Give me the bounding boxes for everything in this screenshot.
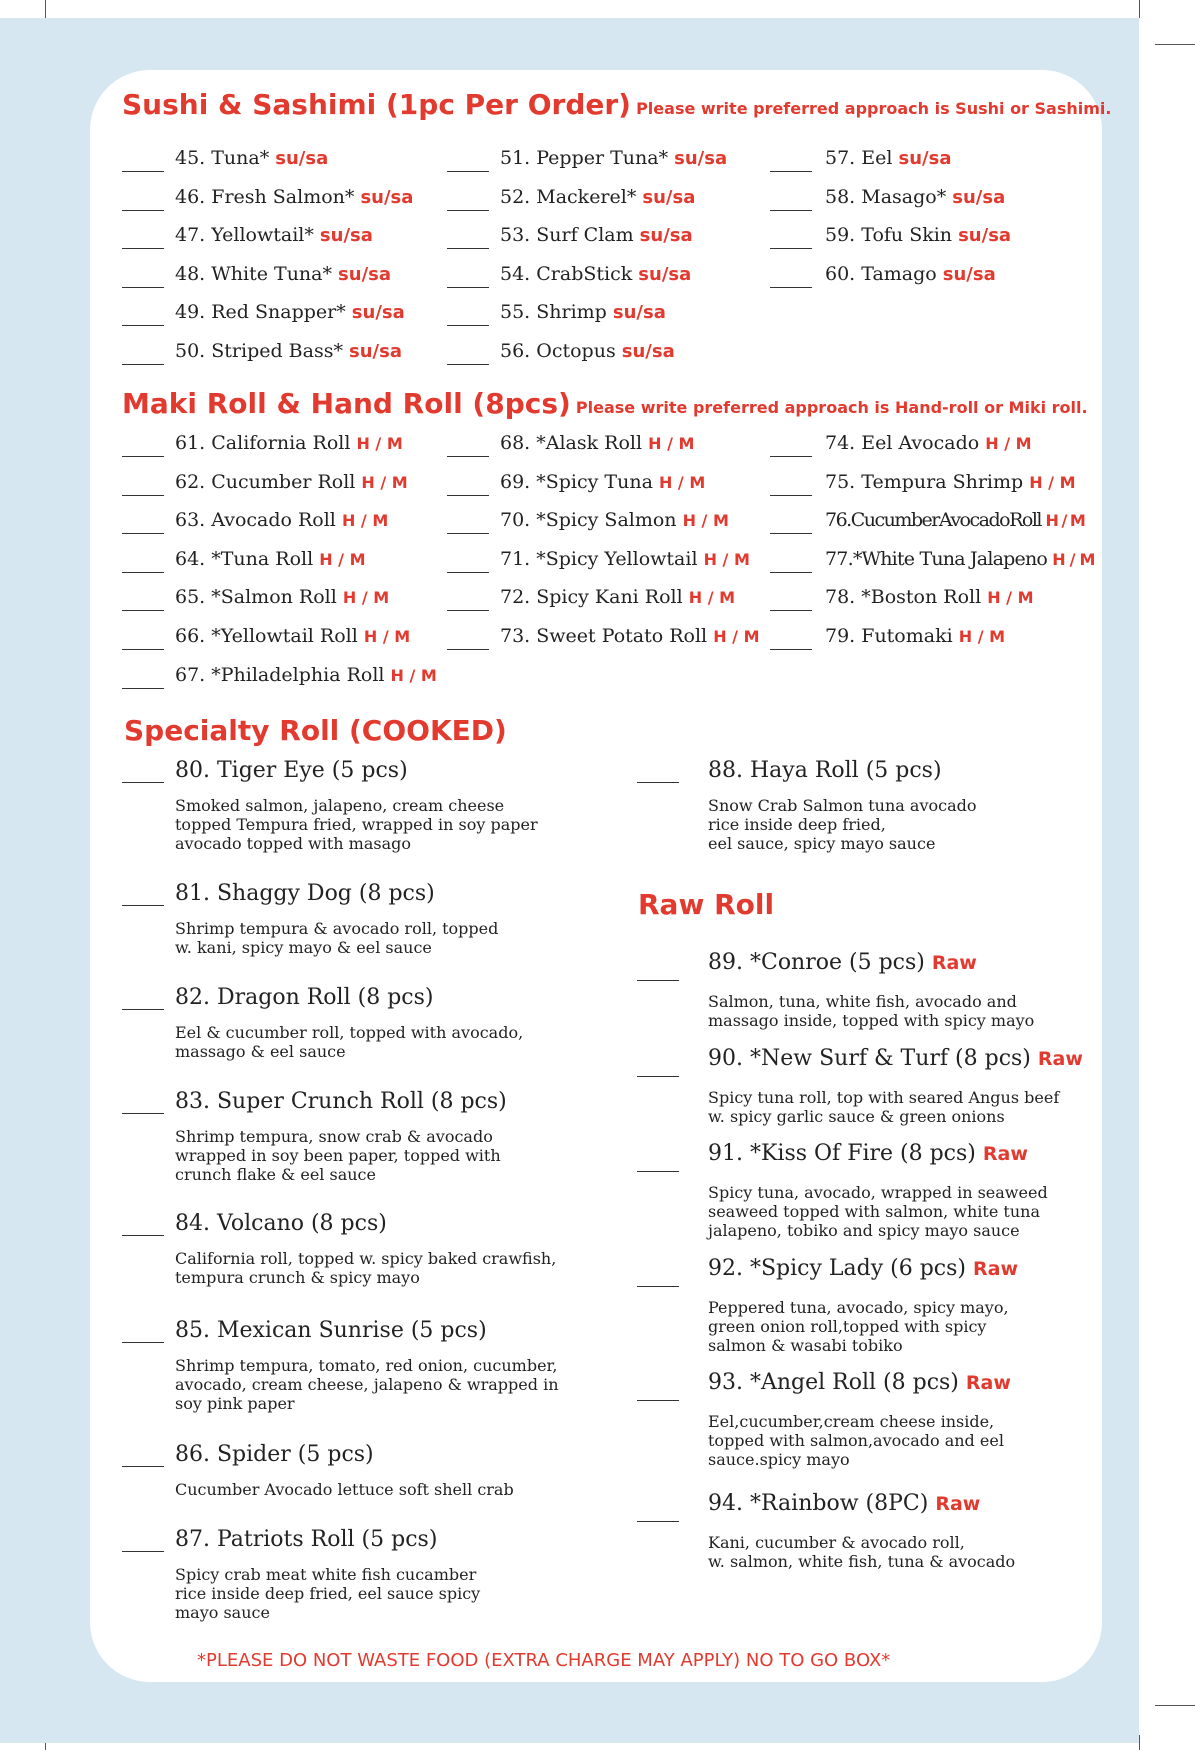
- raw-badge: Raw: [965, 1372, 1011, 1394]
- hand-maki-option: H / M: [648, 434, 695, 453]
- hand-maki-option: H / M: [363, 627, 411, 646]
- hand-maki-option: H / M: [319, 549, 366, 569]
- menu-item: [825, 186, 1005, 208]
- raw-badge: Raw: [935, 1493, 981, 1515]
- raw-badge: Raw: [931, 952, 977, 974]
- order-blank-line[interactable]: [122, 905, 164, 906]
- order-blank-line[interactable]: [447, 364, 489, 365]
- footer-notice: *PLEASE DO NOT WASTE FOOD (EXTRA CHARGE MAY APPLY) NO TO GO BOX*: [197, 1650, 891, 1671]
- sushi-sashimi-option: su/sa: [642, 186, 696, 208]
- item-name: 61. California Roll: [175, 432, 351, 454]
- sushi-sashimi-option: su/sa: [638, 263, 692, 285]
- menu-item: [175, 548, 366, 570]
- hand-maki-option: H / M: [1045, 511, 1085, 531]
- menu-item: [500, 509, 729, 531]
- specialty-roll-description: Spicy crab meat white fish cucamber rice inside deep fried, eel sauce spicy mayo sauce: [175, 1565, 481, 1622]
- menu-item: [500, 263, 691, 285]
- item-name: 79. Futomaki: [825, 625, 953, 647]
- hand-maki-option: H / M: [713, 627, 760, 646]
- menu-item: [175, 664, 437, 686]
- hand-maki-option: H / M: [958, 627, 1006, 646]
- specialty-roll-name: 84. Volcano (8 pcs): [175, 1211, 387, 1236]
- crop-mark: [1155, 44, 1195, 45]
- order-blank-line[interactable]: [637, 782, 679, 783]
- order-blank-line[interactable]: [447, 248, 489, 249]
- order-blank-line[interactable]: [770, 287, 812, 288]
- menu-item: [500, 340, 675, 362]
- item-name: 49. Red Snapper*: [175, 301, 346, 323]
- raw-roll-name: [708, 950, 977, 975]
- menu-item: [175, 509, 388, 531]
- order-blank-line[interactable]: [122, 572, 164, 573]
- specialty-roll-description: Shrimp tempura, snow crab & avocado wrapped in soy been paper, topped with crunch flake & eel sauce: [175, 1127, 501, 1184]
- order-blank-line[interactable]: [447, 325, 489, 326]
- menu-item: [825, 147, 951, 169]
- raw-roll-description: Spicy tuna, avocado, wrapped in seaweed seaweed topped with salmon, white tuna jalapeno, tobiko and spicy mayo sauce: [708, 1183, 1048, 1240]
- order-blank-line[interactable]: [637, 1521, 679, 1522]
- order-blank-line[interactable]: [770, 495, 812, 496]
- item-name: 58. Masago*: [825, 185, 947, 208]
- item-name: 74. Eel Avocado: [825, 432, 980, 454]
- maki-section-header: [122, 387, 1088, 420]
- order-blank-line[interactable]: [770, 572, 812, 573]
- item-name: 52. Mackerel*: [500, 185, 637, 208]
- order-blank-line[interactable]: [122, 364, 164, 365]
- item-name: 68. *Alask Roll: [500, 432, 643, 454]
- menu-item: [825, 548, 1095, 570]
- order-blank-line[interactable]: [447, 210, 489, 211]
- order-blank-line[interactable]: [770, 649, 812, 650]
- item-name: 47. Yellowtail*: [175, 224, 314, 246]
- item-name: 66. *Yellowtail Roll: [175, 625, 358, 647]
- specialty-roll-description: Snow Crab Salmon tuna avocado rice inside deep fried, eel sauce, spicy mayo sauce: [708, 796, 977, 853]
- item-name: 64. *Tuna Roll: [175, 547, 314, 570]
- item-name: 77.*White Tuna Jalapeno: [825, 547, 1048, 570]
- sushi-sashimi-option: su/sa: [319, 225, 373, 246]
- menu-item: [175, 186, 413, 208]
- specialty-roll-description: Smoked salmon, jalapeno, cream cheese topped Tempura fried, wrapped in soy paper avocado topped with masago: [175, 796, 538, 853]
- order-blank-line[interactable]: [447, 456, 489, 457]
- menu-item: [175, 432, 403, 454]
- menu-item: [500, 625, 759, 647]
- raw-roll-name: [708, 1256, 1018, 1281]
- menu-item: [825, 625, 1005, 647]
- order-blank-line[interactable]: [122, 1342, 164, 1343]
- raw-roll-description: Kani, cucumber & avocado roll, w. salmon, white fish, tuna & avocado: [708, 1533, 1016, 1571]
- item-name: 92. *Spicy Lady (6 pcs): [708, 1256, 966, 1281]
- order-blank-line[interactable]: [447, 495, 489, 496]
- order-blank-line[interactable]: [770, 456, 812, 457]
- order-blank-line[interactable]: [122, 1466, 164, 1467]
- menu-item: [500, 471, 705, 493]
- specialty-section-title: Specialty Roll (COOKED): [124, 714, 507, 747]
- specialty-roll-description: Shrimp tempura, tomato, red onion, cucumber, avocado, cream cheese, jalapeno & wrapped in soy pink paper: [175, 1356, 559, 1413]
- order-blank-line[interactable]: [122, 649, 164, 650]
- order-blank-line[interactable]: [637, 1286, 679, 1287]
- section-title: Maki Roll & Hand Roll (8pcs): [122, 387, 571, 420]
- crop-mark: [45, 0, 46, 18]
- order-blank-line[interactable]: [770, 171, 812, 172]
- crop-mark: [1139, 0, 1140, 18]
- order-blank-line[interactable]: [770, 610, 812, 611]
- order-blank-line[interactable]: [122, 1113, 164, 1114]
- order-blank-line[interactable]: [122, 1235, 164, 1236]
- raw-roll-description: Peppered tuna, avocado, spicy mayo, green onion roll,topped with spicy salmon & wasabi tobiko: [708, 1298, 1009, 1355]
- specialty-roll-description: Cucumber Avocado lettuce soft shell crab: [175, 1480, 514, 1499]
- raw-roll-name: [708, 1491, 980, 1516]
- menu-item: [500, 224, 693, 246]
- item-name: 54. CrabStick: [500, 262, 633, 285]
- item-name: 69. *Spicy Tuna: [500, 470, 653, 493]
- order-blank-line[interactable]: [122, 1551, 164, 1552]
- order-blank-line[interactable]: [122, 171, 164, 172]
- item-name: 55. Shrimp: [500, 301, 607, 323]
- menu-item: [825, 471, 1076, 493]
- menu-item: [175, 147, 328, 169]
- order-blank-line[interactable]: [122, 1009, 164, 1010]
- item-name: 91. *Kiss Of Fire (8 pcs): [708, 1141, 976, 1166]
- sushi-sashimi-option: su/sa: [360, 186, 414, 208]
- specialty-roll-name: 88. Haya Roll (5 pcs): [708, 758, 942, 783]
- raw-roll-name: [708, 1141, 1028, 1166]
- menu-item: [500, 186, 695, 208]
- item-name: 90. *New Surf & Turf (8 pcs): [708, 1046, 1031, 1071]
- order-blank-line[interactable]: [770, 210, 812, 211]
- hand-maki-option: H / M: [356, 434, 403, 453]
- item-name: 51. Pepper Tuna*: [500, 147, 669, 169]
- specialty-roll-description: Eel & cucumber roll, topped with avocado, massago & eel sauce: [175, 1023, 524, 1061]
- sushi-sashimi-option: su/sa: [612, 302, 666, 323]
- item-name: 67. *Philadelphia Roll: [175, 663, 385, 686]
- item-name: 45. Tuna*: [175, 147, 270, 169]
- sushi-section-header: [122, 88, 1111, 121]
- item-name: 48. White Tuna*: [175, 262, 332, 285]
- item-name: 94. *Rainbow (8PC): [708, 1491, 929, 1516]
- item-name: 53. Surf Clam: [500, 224, 634, 246]
- order-blank-line[interactable]: [122, 782, 164, 783]
- sushi-sashimi-option: su/sa: [952, 186, 1006, 208]
- sushi-sashimi-option: su/sa: [338, 263, 392, 285]
- order-blank-line[interactable]: [122, 248, 164, 249]
- raw-badge: Raw: [982, 1143, 1028, 1165]
- item-name: 89. *Conroe (5 pcs): [708, 950, 925, 975]
- menu-item: [500, 548, 750, 570]
- raw-section-title: Raw Roll: [638, 888, 775, 921]
- item-name: 62. Cucumber Roll: [175, 470, 356, 493]
- raw-roll-name: [708, 1370, 1011, 1395]
- item-name: 65. *Salmon Roll: [175, 586, 337, 609]
- item-name: 70. *Spicy Salmon: [500, 509, 677, 532]
- hand-maki-option: H / M: [1029, 472, 1076, 492]
- menu-item: [175, 471, 408, 493]
- hand-maki-option: H / M: [1052, 549, 1095, 569]
- order-blank-line[interactable]: [122, 210, 164, 211]
- order-blank-line[interactable]: [122, 688, 164, 689]
- sushi-sashimi-option: su/sa: [674, 148, 728, 169]
- order-blank-line[interactable]: [447, 287, 489, 288]
- order-blank-line[interactable]: [122, 610, 164, 611]
- menu-item: [500, 301, 666, 323]
- sushi-sashimi-option: su/sa: [942, 263, 996, 285]
- order-blank-line[interactable]: [447, 610, 489, 611]
- specialty-roll-name: 83. Super Crunch Roll (8 pcs): [175, 1089, 507, 1114]
- order-blank-line[interactable]: [770, 248, 812, 249]
- hand-maki-option: H / M: [390, 665, 437, 685]
- menu-item: [500, 586, 735, 608]
- order-blank-line[interactable]: [637, 1400, 679, 1401]
- item-name: 72. Spicy Kani Roll: [500, 586, 683, 609]
- item-name: 75. Tempura Shrimp: [825, 470, 1024, 493]
- item-name: 60. Tamago: [825, 262, 937, 285]
- order-blank-line[interactable]: [447, 171, 489, 172]
- order-blank-line[interactable]: [637, 1171, 679, 1172]
- crop-mark: [1139, 1735, 1140, 1750]
- order-blank-line[interactable]: [122, 533, 164, 534]
- sushi-sashimi-option: su/sa: [621, 340, 675, 362]
- hand-maki-option: H / M: [985, 434, 1032, 453]
- menu-item: [825, 263, 996, 285]
- order-blank-line[interactable]: [447, 649, 489, 650]
- menu-item: [175, 586, 389, 608]
- menu-item: [175, 263, 391, 285]
- raw-roll-name: [708, 1046, 1083, 1071]
- menu-item: [175, 340, 402, 362]
- menu-item: [175, 224, 373, 246]
- raw-roll-description: Eel,cucumber,cream cheese inside, topped with salmon,avocado and eel sauce.spicy mayo: [708, 1412, 1004, 1469]
- item-name: 46. Fresh Salmon*: [175, 185, 355, 208]
- item-name: 56. Octopus: [500, 339, 616, 362]
- menu-item: [825, 432, 1032, 454]
- order-blank-line[interactable]: [637, 1076, 679, 1077]
- menu-item: [825, 586, 1034, 608]
- specialty-roll-name: 82. Dragon Roll (8 pcs): [175, 985, 434, 1010]
- specialty-roll-name: 87. Patriots Roll (5 pcs): [175, 1527, 438, 1552]
- specialty-roll-name: 86. Spider (5 pcs): [175, 1442, 374, 1467]
- specialty-roll-description: California roll, topped w. spicy baked crawfish, tempura crunch & spicy mayo: [175, 1249, 557, 1287]
- menu-item: [175, 625, 410, 647]
- raw-badge: Raw: [973, 1258, 1019, 1280]
- item-name: 57. Eel: [825, 147, 893, 169]
- hand-maki-option: H / M: [682, 511, 729, 531]
- order-blank-line[interactable]: [447, 572, 489, 573]
- hand-maki-option: H / M: [987, 588, 1034, 608]
- raw-badge: Raw: [1037, 1048, 1083, 1070]
- menu-item: [500, 432, 694, 454]
- sushi-sashimi-option: su/sa: [275, 148, 329, 169]
- hand-maki-option: H / M: [361, 472, 408, 492]
- raw-roll-description: Spicy tuna roll, top with seared Angus beef w. spicy garlic sauce & green onions: [708, 1088, 1060, 1126]
- sushi-sashimi-option: su/sa: [639, 225, 693, 246]
- order-blank-line[interactable]: [447, 533, 489, 534]
- raw-roll-description: Salmon, tuna, white fish, avocado and massago inside, topped with spicy mayo: [708, 992, 1035, 1030]
- hand-maki-option: H / M: [703, 549, 750, 569]
- specialty-roll-name: 81. Shaggy Dog (8 pcs): [175, 881, 435, 906]
- order-blank-line[interactable]: [122, 456, 164, 457]
- section-title: Sushi & Sashimi (1pc Per Order): [122, 88, 631, 121]
- sushi-sashimi-option: su/sa: [958, 225, 1012, 246]
- item-name: 93. *Angel Roll (8 pcs): [708, 1370, 959, 1395]
- sushi-sashimi-option: su/sa: [898, 148, 952, 169]
- item-name: 63. Avocado Roll: [175, 509, 336, 532]
- item-name: 73. Sweet Potato Roll: [500, 625, 708, 647]
- order-blank-line[interactable]: [122, 287, 164, 288]
- order-blank-line[interactable]: [122, 325, 164, 326]
- crop-mark: [1155, 1705, 1195, 1706]
- menu-item: [500, 147, 727, 169]
- item-name: 59. Tofu Skin: [825, 224, 953, 246]
- order-blank-line[interactable]: [770, 533, 812, 534]
- item-name: 78. *Boston Roll: [825, 586, 982, 609]
- order-blank-line[interactable]: [122, 495, 164, 496]
- specialty-roll-name: 80. Tiger Eye (5 pcs): [175, 758, 408, 783]
- hand-maki-option: H / M: [341, 511, 389, 531]
- menu-item: [175, 301, 405, 323]
- hand-maki-option: H / M: [658, 472, 706, 492]
- sushi-sashimi-option: su/sa: [349, 340, 402, 362]
- section-note: Please write preferred approach is Sushi or Sashimi.: [636, 99, 1112, 118]
- specialty-roll-description: Shrimp tempura & avocado roll, topped w. kani, spicy mayo & eel sauce: [175, 919, 499, 957]
- sushi-sashimi-option: su/sa: [351, 302, 405, 323]
- order-blank-line[interactable]: [637, 980, 679, 981]
- item-name: 50. Striped Bass*: [175, 339, 343, 362]
- item-name: 76.CucumberAvocadoRoll: [825, 509, 1041, 532]
- hand-maki-option: H / M: [342, 588, 390, 608]
- specialty-roll-name: 85. Mexican Sunrise (5 pcs): [175, 1318, 487, 1343]
- menu-item: [825, 509, 1084, 531]
- hand-maki-option: H / M: [688, 588, 736, 608]
- section-note: Please write preferred approach is Hand-roll or Miki roll.: [575, 398, 1088, 417]
- item-name: 71. *Spicy Yellowtail: [500, 547, 698, 570]
- menu-item: [825, 224, 1011, 246]
